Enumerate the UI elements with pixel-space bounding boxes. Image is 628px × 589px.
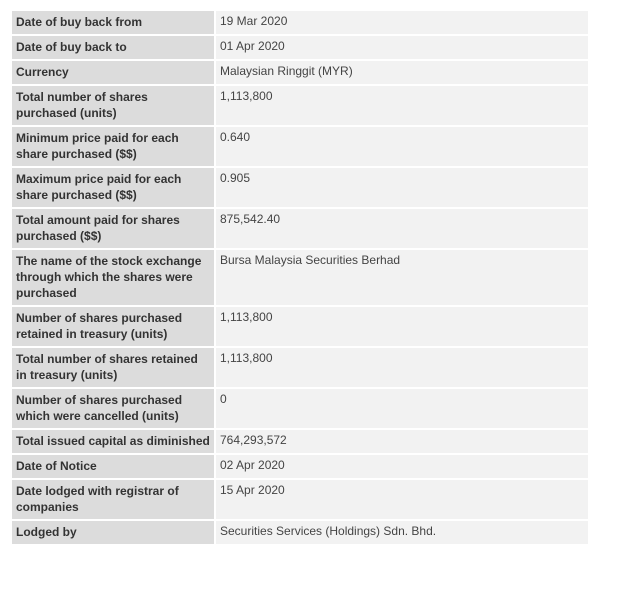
row-label: Date of Notice: [12, 455, 214, 478]
table-row: [12, 389, 588, 428]
row-value: 764,293,572: [216, 430, 588, 453]
row-value: 0: [216, 389, 588, 428]
table-row: [12, 209, 588, 248]
row-label: Number of shares purchased which were cancelled (units): [12, 389, 214, 428]
table-row: [12, 480, 588, 519]
row-value: 875,542.40: [216, 209, 588, 248]
row-label: Total number of shares retained in treasury (units): [12, 348, 214, 387]
row-value: 02 Apr 2020: [216, 455, 588, 478]
row-label: Total amount paid for shares purchased ($$): [12, 209, 214, 248]
table-row: [12, 250, 588, 305]
table-row: [12, 307, 588, 346]
table-row: [12, 61, 588, 84]
row-label: Currency: [12, 61, 214, 84]
row-value: 1,113,800: [216, 348, 588, 387]
row-label: Date lodged with registrar of companies: [12, 480, 214, 519]
table-row: [12, 168, 588, 207]
row-value: Securities Services (Holdings) Sdn. Bhd.: [216, 521, 588, 544]
row-label: Number of shares purchased retained in treasury (units): [12, 307, 214, 346]
table-row: [12, 36, 588, 59]
row-value: 1,113,800: [216, 307, 588, 346]
row-label: Total issued capital as diminished: [12, 430, 214, 453]
share-buyback-details-table: [10, 9, 590, 546]
table-row: [12, 86, 588, 125]
row-label: Lodged by: [12, 521, 214, 544]
row-value: Malaysian Ringgit (MYR): [216, 61, 588, 84]
row-value: 19 Mar 2020: [216, 11, 588, 34]
table-row: [12, 430, 588, 453]
row-label: Total number of shares purchased (units): [12, 86, 214, 125]
row-value: 0.905: [216, 168, 588, 207]
row-label: Date of buy back to: [12, 36, 214, 59]
row-value: 0.640: [216, 127, 588, 166]
table-row: [12, 11, 588, 34]
table-row: [12, 348, 588, 387]
row-label: Date of buy back from: [12, 11, 214, 34]
table-row: [12, 455, 588, 478]
table-row: [12, 127, 588, 166]
row-label: Maximum price paid for each share purchased ($$): [12, 168, 214, 207]
row-label: Minimum price paid for each share purchased ($$): [12, 127, 214, 166]
row-value: 15 Apr 2020: [216, 480, 588, 519]
row-value: 01 Apr 2020: [216, 36, 588, 59]
row-value: Bursa Malaysia Securities Berhad: [216, 250, 588, 305]
row-value: 1,113,800: [216, 86, 588, 125]
table-row: [12, 521, 588, 544]
row-label: The name of the stock exchange through which the shares were purchased: [12, 250, 214, 305]
